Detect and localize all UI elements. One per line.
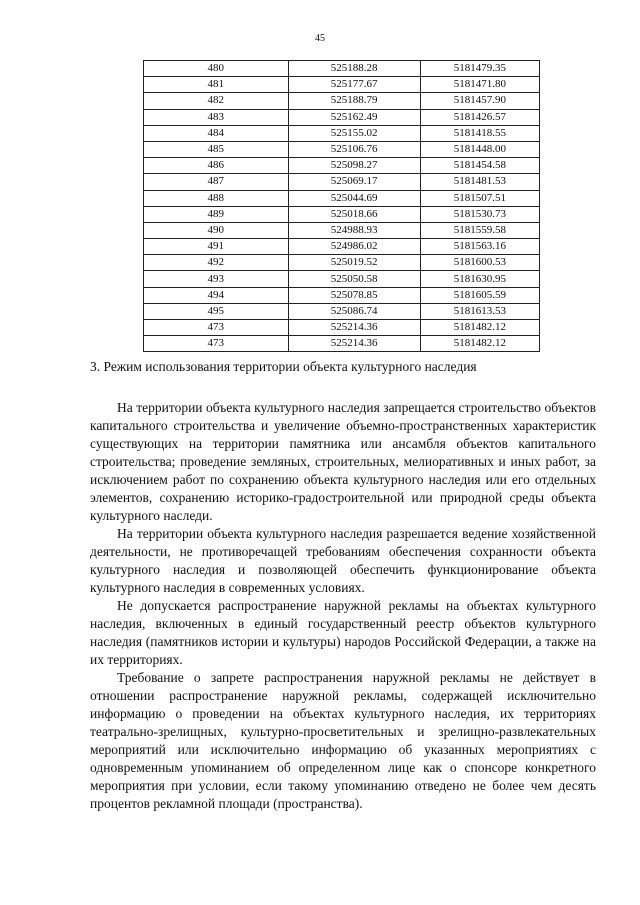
table-row xyxy=(144,336,540,352)
paragraph-advertising-ban: Не допускается распространение наружной рекламы на объектах культурного наследия, включенных в единый государственный реестр объектов культурного наследия (памятников истории и культуры) народов Российской Федерации, а также на их территориях. xyxy=(90,598,596,667)
y-coordinate-cell: 5181613.53 xyxy=(420,303,539,319)
x-coordinate-cell: 525106.76 xyxy=(288,141,420,157)
point-number-cell: 482 xyxy=(144,93,289,109)
y-coordinate-cell: 5181482.12 xyxy=(420,336,539,352)
table-row xyxy=(144,190,540,206)
page-number: 45 xyxy=(315,33,325,44)
x-coordinate-cell: 525188.79 xyxy=(288,93,420,109)
table-row xyxy=(144,206,540,222)
table-row xyxy=(144,174,540,190)
x-coordinate-cell: 525162.49 xyxy=(288,109,420,125)
table-row xyxy=(144,255,540,271)
point-number-cell: 493 xyxy=(144,271,289,287)
x-coordinate-cell: 525188.28 xyxy=(288,61,420,77)
y-coordinate-cell: 5181454.58 xyxy=(420,158,539,174)
paragraph-prohibitions: На территории объекта культурного наследия запрещается строительство объектов капитального строительства и увеличение объемно-пространственных характеристик существующих на территории памятника или ансамбля объектов капитального строительства; проведение земляных, строительных, мелиоративных и иных работ, за исключением работ по сохранению объекта культурного наследия или его отдельных элементов, сохранению историко-градостроительной или природной среды объекта культурного наследи. xyxy=(90,400,596,523)
point-number-cell: 483 xyxy=(144,109,289,125)
point-number-cell: 486 xyxy=(144,158,289,174)
y-coordinate-cell: 5181530.73 xyxy=(420,206,539,222)
point-number-cell: 494 xyxy=(144,287,289,303)
x-coordinate-cell: 524988.93 xyxy=(288,222,420,238)
point-number-cell: 481 xyxy=(144,77,289,93)
point-number-cell: 480 xyxy=(144,61,289,77)
y-coordinate-cell: 5181481.53 xyxy=(420,174,539,190)
y-coordinate-cell: 5181471.80 xyxy=(420,77,539,93)
table-row xyxy=(144,77,540,93)
point-number-cell: 491 xyxy=(144,239,289,255)
x-coordinate-cell: 525019.52 xyxy=(288,255,420,271)
table-row xyxy=(144,320,540,336)
y-coordinate-cell: 5181507.51 xyxy=(420,190,539,206)
paragraph-advertising-exception: Требование о запрете распространения наружной рекламы не действует в отношении распространение наружной рекламы, содержащей исключительно информацию о проведении на объектах культурного наследия, их территориях театрально-зрелищных, культурно-просветительных и зрелищно-развлекательных мероприятий или исключительно информацию об указанных мероприятиях с одновременным упоминанием об определенном лице как о спонсоре конкретного мероприятия при условии, если такому упоминанию отведено не более чем десять процентов рекламной площади (пространства). xyxy=(90,670,596,811)
x-coordinate-cell: 525214.36 xyxy=(288,336,420,352)
x-coordinate-cell: 525018.66 xyxy=(288,206,420,222)
x-coordinate-cell: 525214.36 xyxy=(288,320,420,336)
y-coordinate-cell: 5181559.58 xyxy=(420,222,539,238)
y-coordinate-cell: 5181563.16 xyxy=(420,239,539,255)
x-coordinate-cell: 525044.69 xyxy=(288,190,420,206)
body-text xyxy=(90,399,596,813)
x-coordinate-cell: 525069.17 xyxy=(288,174,420,190)
point-number-cell: 489 xyxy=(144,206,289,222)
table-row xyxy=(144,239,540,255)
x-coordinate-cell: 525078.85 xyxy=(288,287,420,303)
point-number-cell: 484 xyxy=(144,125,289,141)
y-coordinate-cell: 5181482.12 xyxy=(420,320,539,336)
y-coordinate-cell: 5181605.59 xyxy=(420,287,539,303)
x-coordinate-cell: 525098.27 xyxy=(288,158,420,174)
point-number-cell: 488 xyxy=(144,190,289,206)
table-row xyxy=(144,303,540,319)
y-coordinate-cell: 5181479.35 xyxy=(420,61,539,77)
table-row xyxy=(144,222,540,238)
section-heading: 3. Режим использования территории объекта культурного наследия xyxy=(90,359,477,374)
point-number-cell: 473 xyxy=(144,320,289,336)
point-number-cell: 490 xyxy=(144,222,289,238)
y-coordinate-cell: 5181630.95 xyxy=(420,271,539,287)
table-row xyxy=(144,271,540,287)
table-row xyxy=(144,125,540,141)
x-coordinate-cell: 525177.67 xyxy=(288,77,420,93)
x-coordinate-cell: 525050.58 xyxy=(288,271,420,287)
table-row xyxy=(144,141,540,157)
table-row xyxy=(144,61,540,77)
point-number-cell: 495 xyxy=(144,303,289,319)
coordinates-table-body xyxy=(144,61,540,352)
table-row xyxy=(144,109,540,125)
table-row xyxy=(144,158,540,174)
point-number-cell: 473 xyxy=(144,336,289,352)
y-coordinate-cell: 5181600.53 xyxy=(420,255,539,271)
point-number-cell: 492 xyxy=(144,255,289,271)
y-coordinate-cell: 5181426.57 xyxy=(420,109,539,125)
y-coordinate-cell: 5181448.00 xyxy=(420,141,539,157)
point-number-cell: 485 xyxy=(144,141,289,157)
x-coordinate-cell: 524986.02 xyxy=(288,239,420,255)
table-row xyxy=(144,93,540,109)
x-coordinate-cell: 525155.02 xyxy=(288,125,420,141)
x-coordinate-cell: 525086.74 xyxy=(288,303,420,319)
table-row xyxy=(144,287,540,303)
y-coordinate-cell: 5181457.90 xyxy=(420,93,539,109)
paragraph-permitted-activity: На территории объекта культурного наследия разрешается ведение хозяйственной деятельности, не противоречащей требованиям обеспечения сохранности объекта культурного наследия и позволяющей обеспечить функционирование объекта культурного наследия в современных условиях. xyxy=(90,526,596,595)
coordinates-table xyxy=(143,60,540,352)
point-number-cell: 487 xyxy=(144,174,289,190)
y-coordinate-cell: 5181418.55 xyxy=(420,125,539,141)
